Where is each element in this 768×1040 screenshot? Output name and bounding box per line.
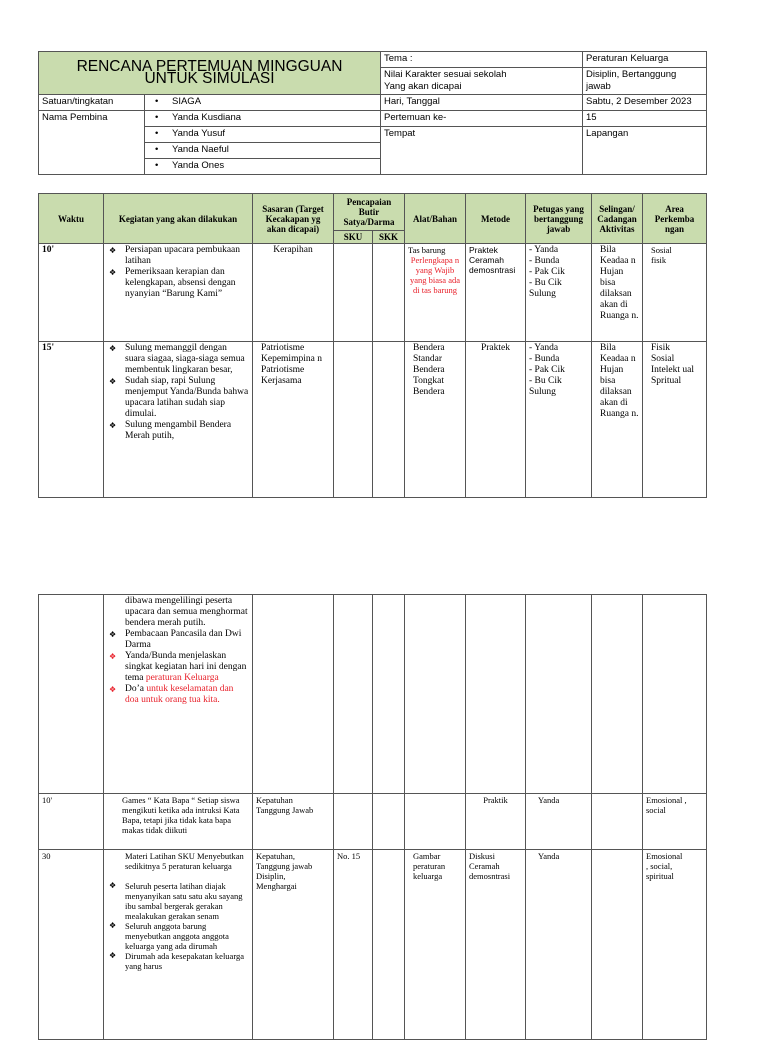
table-row xyxy=(39,850,707,1040)
nilai-value: Disiplin, Bertanggung jawab xyxy=(583,68,707,95)
waktu-cell: 10' xyxy=(39,244,104,342)
table-row xyxy=(39,342,707,498)
pertemuan-value: 15 xyxy=(583,111,707,127)
metode-cell: Diskusi Ceramah demosntrasi xyxy=(466,850,526,1040)
sku-cell xyxy=(334,794,373,850)
table-row xyxy=(39,244,707,342)
pembina-item: • Yanda Naeful xyxy=(145,143,381,159)
col-sasaran: Sasaran (Target Kecakapan yg akan dicapai) xyxy=(253,194,334,244)
selingan-cell xyxy=(592,850,643,1040)
table-row xyxy=(39,595,707,794)
col-alat: Alat/Bahan xyxy=(405,194,466,244)
kegiatan-cell: Games “ Kata Bapa “ Setiap siswa mengikuti ketika ada intruksi Kata Bapa, tetapi jika tidak kata bapa makas tidak diikuti xyxy=(104,794,253,850)
col-pencapaian: Pencapaian Butir Satya/Darma xyxy=(334,194,405,231)
list-item: ❖ Sulung memanggil dengan suara siagaa, siaga-siaga semua membentuk lingkaran besar, xyxy=(125,343,249,376)
area-cell xyxy=(643,595,707,794)
list-item: ❖ Dirumah ada kesepakatan keluarga yang harus xyxy=(125,951,249,971)
selingan-cell xyxy=(592,794,643,850)
sasaran-cell: Kepatuhan Tanggung Jawab xyxy=(253,794,334,850)
metode-cell: Praktik xyxy=(466,794,526,850)
skk-cell xyxy=(373,342,405,498)
tempat-label: Tempat xyxy=(381,127,583,175)
sasaran-cell: Kerapihan xyxy=(253,244,334,342)
schedule-table xyxy=(38,193,707,498)
petugas-cell: Yanda xyxy=(526,850,592,1040)
satuan-value: • SIAGA xyxy=(145,95,381,111)
pembina-label: Nama Pembina xyxy=(39,111,145,175)
pembina-item: • Yanda Ones xyxy=(145,159,381,175)
col-kegiatan: Kegiatan yang akan dilakukan xyxy=(104,194,253,244)
petugas-cell: - Yanda - Bunda - Pak Cik - Bu Cik Sulung xyxy=(526,244,592,342)
selingan-cell: Bila Keadaa n Hujan bisa dilaksan akan di Ruanga n. xyxy=(592,342,643,498)
pertemuan-label: Pertemuan ke- xyxy=(381,111,583,127)
col-area: Area Perkemba ngan xyxy=(643,194,707,244)
schedule-table-continued xyxy=(38,594,707,1040)
sku-cell: No. 15 xyxy=(334,850,373,1040)
list-item: ❖ Sudah siap, rapi Sulung menjemput Yanda/Bunda bahwa upacara latihan sudah siap dimulai. xyxy=(125,376,249,420)
satuan-label: Satuan/tingkatan xyxy=(39,95,145,111)
sasaran-cell: Kepatuhan, Tanggung jawab Disiplin, Menghargai xyxy=(253,850,334,1040)
col-skk: SKK xyxy=(373,231,405,244)
pembina-item: • Yanda Kusdiana xyxy=(145,111,381,127)
skk-cell xyxy=(373,244,405,342)
col-waktu: Waktu xyxy=(39,194,104,244)
skk-cell xyxy=(373,595,405,794)
tempat-value: Lapangan xyxy=(583,127,707,175)
waktu-cell: 30 xyxy=(39,850,104,1040)
sku-cell xyxy=(334,244,373,342)
area-cell: Emosional , social, spiritual xyxy=(643,850,707,1040)
page-title: RENCANA PERTEMUAN MINGGUAN UNTUK SIMULASI xyxy=(39,52,381,95)
alat-cell xyxy=(405,794,466,850)
hari-value: Sabtu, 2 Desember 2023 xyxy=(583,95,707,111)
col-sku: SKU xyxy=(334,231,373,244)
col-metode: Metode xyxy=(466,194,526,244)
sku-cell xyxy=(334,342,373,498)
area-cell: Emosional , social xyxy=(643,794,707,850)
metode-cell: Praktek Ceramah demosntrasi xyxy=(466,244,526,342)
selingan-cell: Bila Keadaa n Hujan bisa dilaksan akan di Ruanga n. xyxy=(592,244,643,342)
area-cell: Sosial fisik xyxy=(643,244,707,342)
sasaran-cell: Patriotisme Kepemimpina n Patriotisme Kerjasama xyxy=(253,342,334,498)
kegiatan-cell: dibawa mengelilingi peserta upacara dan semua menghormat bendera merah putih. ❖ Pembacaan Pancasila dan Dwi Darma ❖ Yanda/Bunda menjelaskan singkat kegiatan hari ini dengan tema peraturan Keluarga ❖ Do’a untuk keselamatan dan doa untuk orang tua kita. xyxy=(104,595,253,794)
hari-label: Hari, Tanggal xyxy=(381,95,583,111)
skk-cell xyxy=(373,850,405,1040)
pembina-item: • Yanda Yusuf xyxy=(145,127,381,143)
list-item: ❖ Seluruh anggota barung menyebutkan anggota anggota keluarga yang ada dirumah xyxy=(125,921,249,951)
alat-cell: Tas barung Perlengkapa n yang Wajib yang biasa ada di tas barung xyxy=(405,244,466,342)
list-item: ❖ Do’a untuk keselamatan dan doa untuk orang tua kita. xyxy=(125,684,249,706)
list-item: ❖ Pembacaan Pancasila dan Dwi Darma xyxy=(125,629,249,651)
area-cell: Fisik Sosial Intelekt ual Spritual xyxy=(643,342,707,498)
col-selingan: Selingan/ Cadangan Aktivitas xyxy=(592,194,643,244)
col-petugas: Petugas yang bertanggung jawab xyxy=(526,194,592,244)
petugas-cell: Yanda xyxy=(526,794,592,850)
metode-cell xyxy=(466,595,526,794)
list-item: ❖ Seluruh peserta latihan diajak menyanyikan satu satu aku sayang ibu sambal bergerak gerakan mealakukan gerakan senam xyxy=(125,881,249,921)
alat-cell: Gambar peraturan keluarga xyxy=(405,850,466,1040)
kegiatan-cell: Materi Latihan SKU Menyebutkan sedikitnya 5 peraturan keluarga ❖ Seluruh peserta latihan diajak menyanyikan satu satu aku sayang ibu sambal bergerak gerakan mealakukan gerakan senam ❖ Seluruh anggota barung menyebutkan anggota anggota keluarga yang ada dirumah ❖ Dirumah ada kesepakatan keluarga yang harus xyxy=(104,850,253,1040)
alat-cell xyxy=(405,595,466,794)
kegiatan-cell xyxy=(104,342,253,498)
sasaran-cell xyxy=(253,595,334,794)
waktu-cell: 15' xyxy=(39,342,104,498)
tema-label: Tema : xyxy=(381,52,583,68)
petugas-cell xyxy=(526,595,592,794)
list-item: ❖ Persiapan upacara pembukaan latihan xyxy=(125,245,249,267)
selingan-cell xyxy=(592,595,643,794)
waktu-cell: 10' xyxy=(39,794,104,850)
tema-value: Peraturan Keluarga xyxy=(583,52,707,68)
kegiatan-cell xyxy=(104,244,253,342)
list-item: ❖ Pemeriksaan kerapian dan kelengkapan, absensi dengan nyanyian “Barung Kami” xyxy=(125,267,249,300)
waktu-cell xyxy=(39,595,104,794)
skk-cell xyxy=(373,794,405,850)
list-item: ❖ Yanda/Bunda menjelaskan singkat kegiatan hari ini dengan tema peraturan Keluarga xyxy=(125,651,249,684)
sku-cell xyxy=(334,595,373,794)
list-item: ❖ Sulung mengambil Bendera Merah putih, xyxy=(125,420,249,442)
table-row xyxy=(39,794,707,850)
nilai-label: Nilai Karakter sesuai sekolah Yang akan dicapai xyxy=(381,68,583,95)
petugas-cell: - Yanda - Bunda - Pak Cik - Bu Cik Sulung xyxy=(526,342,592,498)
alat-cell: Bendera Standar Bendera Tongkat Bendera xyxy=(405,342,466,498)
header-table xyxy=(38,51,707,175)
metode-cell: Praktek xyxy=(466,342,526,498)
